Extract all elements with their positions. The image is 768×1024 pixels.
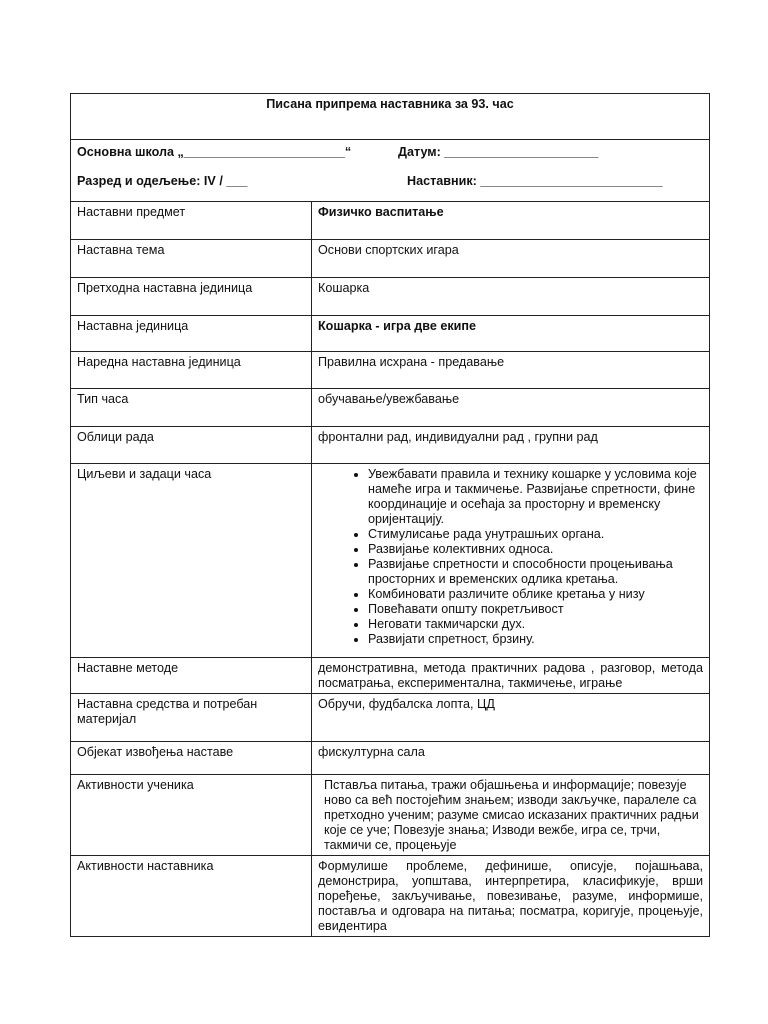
row-value: Кошарка - игра две екипе (312, 316, 710, 352)
row-topic (71, 240, 710, 278)
goal-item: • Развијање спретности и способности процењивања просторних и временских одлика кретања. (368, 557, 703, 587)
row-lesson-type (71, 389, 710, 427)
row-label: Тип часа (71, 389, 312, 427)
goals-list (318, 467, 703, 647)
row-value: фронтални рад, индивидуални рад , групни рад (312, 427, 710, 464)
row-label: Наставне методе (71, 658, 312, 694)
goal-item: • Комбиновати различите облике кретања у низу (368, 587, 703, 602)
row-teacher-activities (71, 856, 710, 937)
row-goals (71, 464, 710, 658)
row-value: Основи спортских игара (312, 240, 710, 278)
row-label: Активности наставника (71, 856, 312, 937)
row-label: Наставна јединица (71, 316, 312, 352)
title-row (71, 94, 710, 140)
row-value: Пставља питања, тражи објашњења и информације; повезује ново са већ постојећим знањем; изводи закључке, паралеле са претходно ученим; разуме смисао исказаних практичних радњи које се уче; Повезује знања; Изводи вежбе, игра се, трчи, такмичи се, процењује (312, 775, 710, 856)
document-title: Писана припрема наставника за 93. час (71, 94, 710, 140)
row-value: фискултурна сала (312, 742, 710, 775)
grade-field: Разред и одељење: IV / ___ (77, 174, 248, 188)
row-previous-unit (71, 278, 710, 316)
row-label: Претходна наставна јединица (71, 278, 312, 316)
header-row (71, 140, 710, 202)
goal-item: • Стимулисање рада унутрашњих органа. (368, 527, 703, 542)
row-value: Правилна исхрана - предавање (312, 352, 710, 389)
goal-item: • Повећавати општу покретљивост (368, 602, 703, 617)
goal-item: • Развијати спретност, брзину. (368, 632, 703, 647)
row-label: Наставна тема (71, 240, 312, 278)
row-materials (71, 694, 710, 742)
row-work-forms (71, 427, 710, 464)
row-value: Кошарка (312, 278, 710, 316)
row-value: Обручи, фудбалска лопта, ЦД (312, 694, 710, 742)
row-value: демонстративна, метода практичних радова , разговор, метода посматрања, експериментална, такмичење, играње (312, 658, 710, 694)
lesson-plan-table (70, 93, 710, 937)
row-label: Активности ученика (71, 775, 312, 856)
row-value: обучавање/увежбавање (312, 389, 710, 427)
row-subject (71, 202, 710, 240)
teacher-field: Наставник: __________________________ (407, 174, 663, 188)
row-methods (71, 658, 710, 694)
row-label: Циљеви и задаци часа (71, 464, 312, 658)
row-label: Наредна наставна јединица (71, 352, 312, 389)
date-field: Датум: ______________________ (398, 145, 599, 159)
row-value: Формулише проблеме, дефинише, описује, појашњава, демонстрира, уопштава, интерпретира, класификује, врши поређење, закључивање, повезивање, разуме, информише, поставља и одговара на питања; посматра, коригује, процењује, евидентира (312, 856, 710, 937)
goal-item: • Неговати такмичарски дух. (368, 617, 703, 632)
goal-item: • Увежбавати правила и технику кошарке у условима које намеће игра и такмичење. Развијање спретности, фине координације и осећаја за просторну и временску оријентацију. (368, 467, 703, 527)
goal-item: • Развијање колективних односа. (368, 542, 703, 557)
row-label: Наставна средства и потребан материјал (71, 694, 312, 742)
row-label: Наставни предмет (71, 202, 312, 240)
row-unit (71, 316, 710, 352)
row-next-unit (71, 352, 710, 389)
goals-cell (312, 464, 710, 658)
row-student-activities (71, 775, 710, 856)
row-venue (71, 742, 710, 775)
row-label: Објекат извођења наставе (71, 742, 312, 775)
row-value: Физичко васпитање (312, 202, 710, 240)
row-label: Облици рада (71, 427, 312, 464)
lesson-plan-page (70, 93, 709, 937)
school-field: Основна школа „_______________________“ (77, 145, 352, 159)
